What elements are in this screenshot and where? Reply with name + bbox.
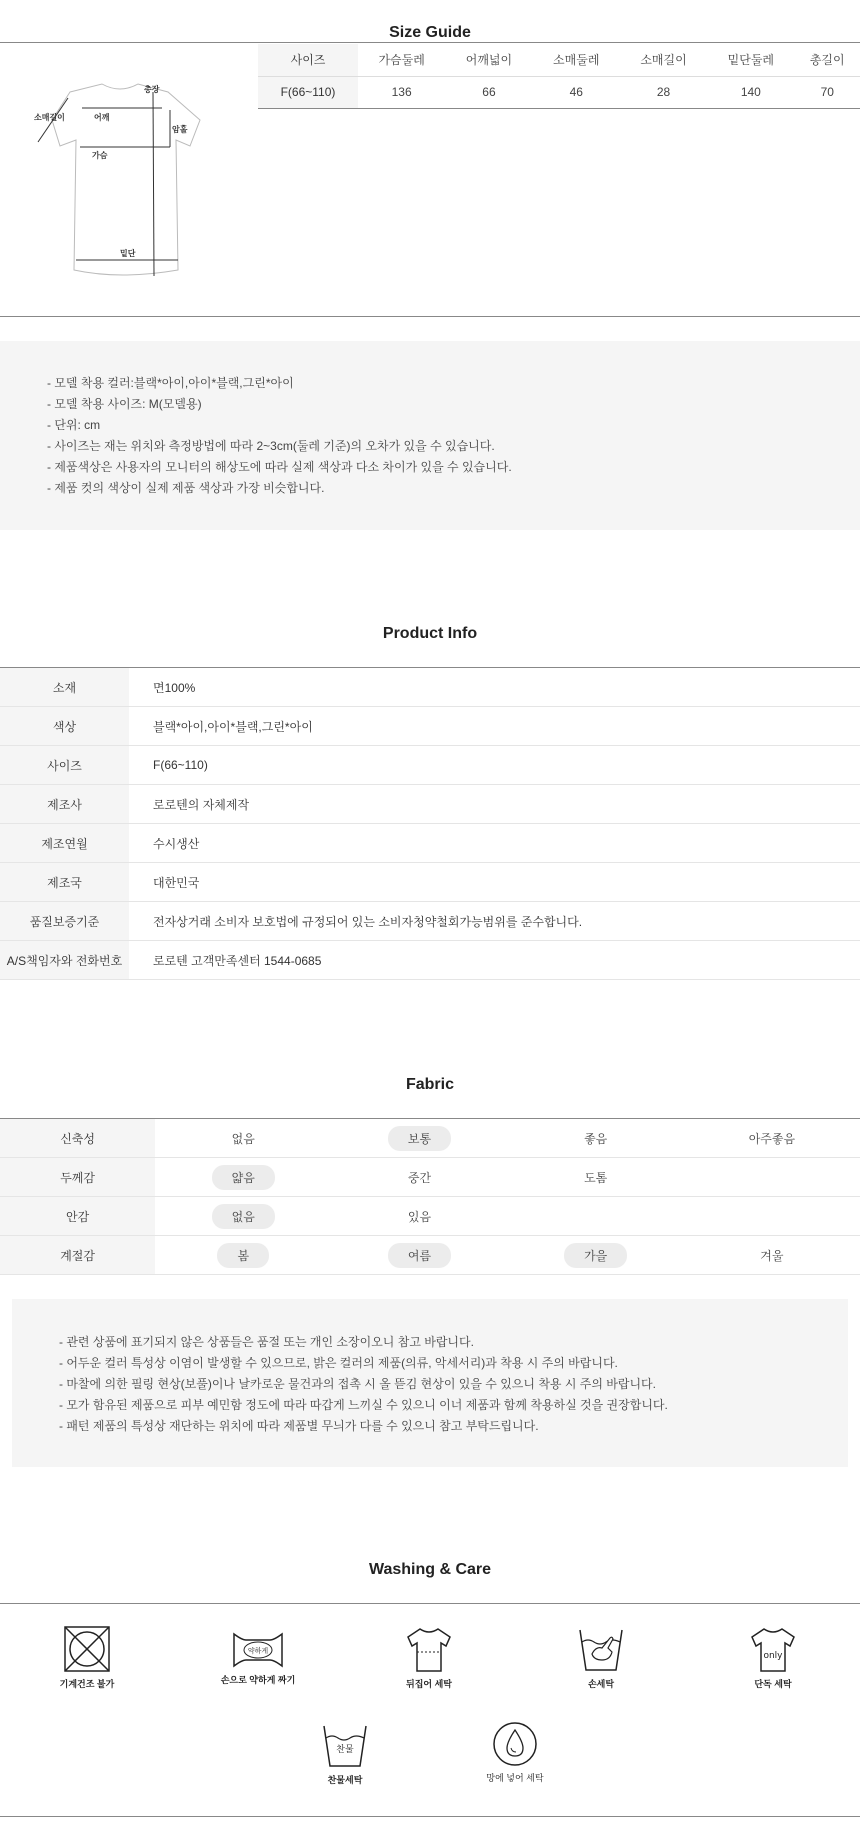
gentle-hand-wring-icon [230, 1630, 286, 1670]
info-key: 소재 [0, 668, 129, 707]
care-caption: 손으로 약하게 짜기 [220, 1675, 296, 1685]
product-info-table [0, 667, 860, 980]
info-value: 수시생산 [129, 824, 860, 863]
fabric-key: 두께감 [0, 1158, 155, 1197]
size-cell: 136 [358, 76, 445, 108]
fabric-option [331, 1119, 507, 1158]
divider [0, 316, 860, 317]
fabric-option-label: 좋음 [584, 1131, 608, 1146]
note-item: - 사이즈는 재는 위치와 측정방법에 따라 2~3cm(둘레 기준)의 오차가 있을 수 있습니다. [47, 439, 495, 453]
care-caption: 손세탁 [587, 1679, 615, 1689]
fabric-option-label: 여름 [388, 1243, 451, 1268]
fabric-option-label: 겨울 [760, 1248, 784, 1263]
label-hem: 밑단 [120, 249, 136, 258]
size-cell: 70 [794, 76, 860, 108]
fabric-option [508, 1197, 684, 1236]
fabric-option-label: 얇음 [212, 1165, 275, 1190]
fabric-row-stretch [0, 1119, 860, 1158]
care-caption: 뒤집어 세탁 [406, 1679, 452, 1689]
size-guide-title: Size Guide [389, 24, 471, 41]
info-value: F(66~110) [129, 746, 860, 785]
table-row [0, 902, 860, 941]
fabric-option-label: 중간 [407, 1170, 432, 1185]
fabric-key: 계절감 [0, 1236, 155, 1275]
info-value: 면100% [129, 668, 860, 707]
care-badge-text: 약하게 [247, 1647, 269, 1655]
info-key: 품질보증기준 [0, 902, 129, 941]
table-row [0, 863, 860, 902]
care-item [203, 1630, 313, 1686]
fabric-option [155, 1158, 331, 1197]
fabric-option [508, 1236, 684, 1275]
fabric-option [684, 1197, 860, 1236]
fabric-option [331, 1158, 507, 1197]
label-shoulder: 어깨 [94, 113, 110, 122]
care-caption: 단독 세탁 [754, 1679, 792, 1689]
fabric-option [508, 1158, 684, 1197]
care-item [546, 1624, 656, 1690]
fabric-option [684, 1119, 860, 1158]
info-value: 로로텐 고객만족센터 1544-0685 [129, 941, 860, 980]
note-item: - 단위: cm [47, 418, 101, 432]
care-item [32, 1624, 142, 1690]
info-key: 제조사 [0, 785, 129, 824]
model-notes-list [0, 341, 860, 499]
note-item: - 관련 상품에 표기되지 않은 상품들은 품절 또는 개인 소장이오니 참고 바랍니다. [59, 1335, 474, 1349]
care-badge-text: 찬물 [336, 1745, 354, 1755]
fabric-key: 안감 [0, 1197, 155, 1236]
no-tumble-dry-icon [62, 1624, 112, 1674]
label-chest: 가슴 [92, 151, 108, 160]
size-cell: 66 [445, 76, 532, 108]
care-caption: 망에 넣어 세탁 [486, 1773, 544, 1783]
divider [0, 1603, 860, 1604]
table-row [0, 707, 860, 746]
fabric-option [155, 1119, 331, 1158]
washing-care-title: Washing & Care [368, 1561, 492, 1578]
care-item [460, 1720, 570, 1784]
size-header-cell: 소매둘레 [533, 44, 620, 76]
fabric-option-label: 없음 [212, 1204, 275, 1229]
note-item: - 모델 착용 사이즈: M(모델용) [47, 397, 202, 411]
note-item: - 어두운 컬러 특성상 이염이 발생할 수 있으므로, 밝은 컬러의 제품(의류, 악세서리)과 착용 시 주의 바랍니다. [59, 1356, 618, 1370]
size-diagram [30, 80, 210, 280]
fabric-table [0, 1118, 860, 1275]
table-row [0, 746, 860, 785]
fabric-option-label: 아주좋음 [748, 1131, 796, 1146]
fabric-option-label: 가을 [564, 1243, 627, 1268]
fabric-option [508, 1119, 684, 1158]
fabric-row-season [0, 1236, 860, 1275]
info-value: 전자상거래 소비자 보호법에 규정되어 있는 소비자청약철회가능범위를 준수합니다. [129, 902, 860, 941]
fabric-option [155, 1197, 331, 1236]
info-key: 사이즈 [0, 746, 129, 785]
note-item: - 모가 함유된 제품으로 피부 예민함 정도에 따라 따갑게 느끼실 수 있으니 이너 제품과 함께 착용하실 것을 권장합니다. [59, 1398, 668, 1412]
fabric-option-label: 없음 [231, 1131, 255, 1146]
note-item: - 패턴 제품의 특성상 재단하는 위치에 따라 제품별 무늬가 다를 수 있으니 참고 부탁드립니다. [59, 1419, 539, 1433]
inside-out-wash-icon [406, 1626, 452, 1674]
size-header-cell: 어깨넓이 [445, 44, 532, 76]
size-cell: 46 [533, 76, 620, 108]
size-cell: F(66~110) [258, 76, 358, 108]
info-value: 로로텐의 자체제작 [129, 785, 860, 824]
divider [0, 42, 860, 43]
size-header-cell: 사이즈 [258, 44, 358, 76]
fabric-option-label: 도톰 [584, 1170, 608, 1185]
fabric-key: 신축성 [0, 1119, 155, 1158]
net-wash-icon [491, 1720, 539, 1768]
note-item: - 제품 컷의 색상이 실제 제품 색상과 가장 비슷합니다. [47, 481, 325, 495]
size-table-row [258, 76, 860, 108]
product-info-title: Product Info [382, 625, 478, 642]
fabric-option [684, 1158, 860, 1197]
fabric-title: Fabric [405, 1076, 454, 1093]
size-cell: 28 [620, 76, 707, 108]
fabric-option-label: 있음 [407, 1209, 432, 1224]
table-row [0, 668, 860, 707]
table-row [0, 785, 860, 824]
fabric-option-label: 보통 [388, 1126, 451, 1151]
size-header-cell: 밑단둘레 [707, 44, 794, 76]
note-item: - 제품색상은 사용자의 모니터의 해상도에 따라 실제 색상과 다소 차이가 있을 수 있습니다. [47, 460, 512, 474]
info-key: 제조연월 [0, 824, 129, 863]
size-cell: 140 [707, 76, 794, 108]
fabric-option [331, 1236, 507, 1275]
size-header-cell: 소매길이 [620, 44, 707, 76]
size-table [258, 44, 860, 109]
note-item: - 마찰에 의한 필링 현상(보풀)이나 날카로운 물건과의 접촉 시 올 뜯김 현상이 있을 수 있으니 착용 시 주의 바랍니다. [59, 1377, 656, 1391]
hand-wash-icon [576, 1624, 626, 1674]
table-row [0, 941, 860, 980]
info-key: 색상 [0, 707, 129, 746]
info-key: A/S책임자와 전화번호 [0, 941, 129, 980]
care-item [290, 1720, 400, 1786]
label-total-length: 총장 [144, 85, 160, 94]
fabric-row-lining [0, 1197, 860, 1236]
model-notes-box [0, 341, 860, 530]
care-notes-box [12, 1299, 848, 1467]
label-armhole: 암홀 [172, 125, 188, 134]
size-header-cell: 총길이 [794, 44, 860, 76]
fabric-option [155, 1236, 331, 1275]
fabric-option [331, 1197, 507, 1236]
cold-water-wash-icon [320, 1720, 370, 1770]
care-item [374, 1626, 484, 1690]
care-badge-text: only [763, 1651, 783, 1661]
fabric-row-thickness [0, 1158, 860, 1197]
care-notes-list [12, 1299, 848, 1437]
care-caption: 찬물세탁 [327, 1775, 363, 1785]
fabric-option [684, 1236, 860, 1275]
divider [0, 1816, 860, 1817]
fabric-option-label: 봄 [217, 1243, 269, 1268]
wash-separately-icon [750, 1626, 796, 1674]
info-value: 블랙*아이,아이*블랙,그린*아이 [129, 707, 860, 746]
size-table-header [258, 44, 860, 76]
info-key: 제조국 [0, 863, 129, 902]
info-value: 대한민국 [129, 863, 860, 902]
care-caption: 기계건조 불가 [59, 1679, 115, 1689]
label-sleeve-length: 소매길이 [34, 113, 65, 122]
size-header-cell: 가슴둘레 [358, 44, 445, 76]
care-item [718, 1626, 828, 1690]
note-item: - 모델 착용 컬러:블랙*아이,아이*블랙,그린*아이 [47, 376, 294, 390]
table-row [0, 824, 860, 863]
